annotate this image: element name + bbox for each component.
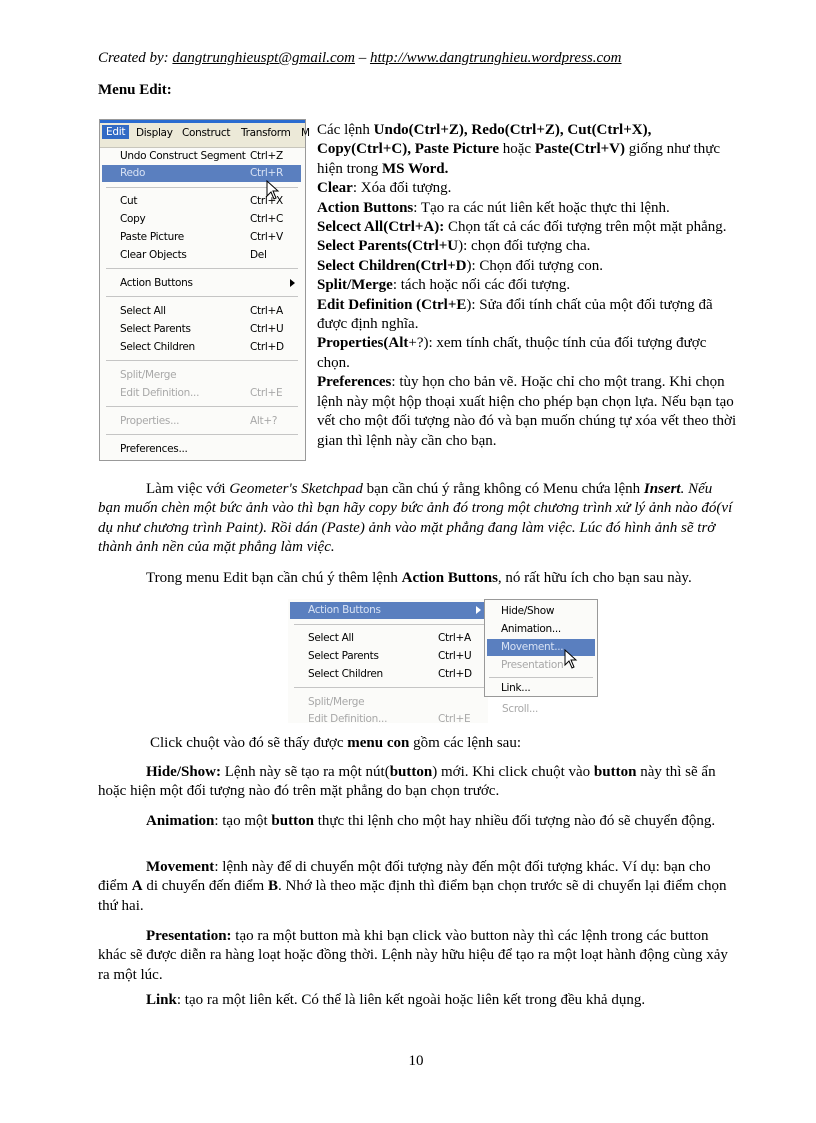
submenu-arrow-icon xyxy=(476,606,481,614)
menu-item-shortcut: Ctrl+A xyxy=(250,305,283,317)
commands-intro: Các lệnh Undo(Ctrl+Z), Redo(Ctrl+Z), Cut(Ctrl+X), Copy(Ctrl+C), Paste Picture hoặc Paste(Ctrl+V) giống như thực hiện trong MS Word. xyxy=(317,122,721,177)
menu-item-split-merge xyxy=(290,694,486,711)
item-hide-show: Hide/Show: Lệnh này sẽ tạo ra một nút(button) mới. Khi click chuột vào button này thì sẽ ẩn hoặc hiện một đối tượng nào đó trên mặt phẳng do bạn chọn trước. xyxy=(98,764,716,800)
menu-item-shortcut: Ctrl+C xyxy=(250,213,284,225)
def-edit-definition: Edit Definition (Ctrl+E): Sửa đổi tính chất của một đối tượng đã được định nghĩa. xyxy=(317,296,713,333)
submenu-item-hide-show[interactable] xyxy=(487,603,595,620)
menubar-transform[interactable]: Transform xyxy=(241,127,291,139)
menu-item-label: Select All xyxy=(120,305,166,317)
menu-item-split-merge xyxy=(102,367,301,384)
submenu-item-movement[interactable] xyxy=(487,639,595,656)
menu-item-label: Paste Picture xyxy=(120,231,184,243)
menu-item-undo[interactable] xyxy=(102,148,301,165)
menu-item-label: Select Children xyxy=(308,668,383,680)
menu-item-edit-definition xyxy=(290,711,486,723)
menu-item-label: Movement... xyxy=(501,641,564,653)
menu-separator xyxy=(106,360,298,361)
menu-item-shortcut: Del xyxy=(250,249,267,261)
menu-item-select-all[interactable] xyxy=(102,303,301,320)
menu-item-label: Select Children xyxy=(120,341,195,353)
menu-item-shortcut: Ctrl+Z xyxy=(250,150,283,162)
menu-item-shortcut: Ctrl+D xyxy=(250,341,284,353)
header-prefix: Created by: xyxy=(98,50,173,66)
menu-item-paste-picture[interactable] xyxy=(102,229,301,246)
menu-item-select-parents[interactable] xyxy=(102,321,301,338)
header-email-link[interactable]: dangtrunghieuspt@gmail.com xyxy=(172,50,355,66)
submenu-intro: Click chuột vào đó sẽ thấy được menu con gồm các lệnh sau: xyxy=(150,735,522,751)
page-number: 10 xyxy=(408,1053,424,1069)
menu-item-label: Split/Merge xyxy=(308,696,365,708)
menu-item-shortcut: Ctrl+V xyxy=(250,231,283,243)
def-action-buttons: Action Buttons: Tạo ra các nút liên kết hoặc thực thi lệnh. xyxy=(317,199,670,216)
menu-item-label: Redo xyxy=(120,167,146,179)
menu-item-select-all[interactable] xyxy=(290,630,486,647)
menu-separator xyxy=(489,677,593,678)
menu-item-label: Edit Definition... xyxy=(120,387,200,399)
action-buttons-note: Trong menu Edit bạn cần chú ý thêm lệnh Action Buttons, nó rất hữu ích cho bạn sau này. xyxy=(146,570,692,586)
menu-item-select-children[interactable] xyxy=(102,339,301,356)
action-buttons-submenu xyxy=(484,599,598,697)
submenu-item-scroll: Scroll... xyxy=(502,703,539,715)
menu-item-label: Select Parents xyxy=(308,650,379,662)
menu-item-label: Action Buttons xyxy=(120,277,193,289)
menu-item-label: Hide/Show xyxy=(501,605,555,617)
menu-item-label: Properties... xyxy=(120,415,180,427)
action-buttons-submenu-screenshot xyxy=(288,599,598,723)
edit-menu-screenshot xyxy=(99,119,310,461)
item-presentation: Presentation: tạo ra một button mà khi bạn click vào button này thì các lệnh trong các button khác sẽ được diễn ra hàng loạt hoặc đồng thời. Lệnh này hữu hiệu để tạo ra một loạt hành động cùng xảy ra một lúc. xyxy=(98,928,728,983)
menu-item-action-buttons[interactable] xyxy=(290,602,486,619)
menu-separator xyxy=(106,406,298,407)
menu-item-label: Link... xyxy=(501,682,531,694)
menubar-display[interactable]: Display xyxy=(136,127,173,139)
menu-item-label: Select All xyxy=(308,632,354,644)
def-select-children: Select Children(Ctrl+D): Chọn đối tượng con. xyxy=(317,257,603,274)
def-split-merge: Split/Merge: tách hoặc nối các đối tượng. xyxy=(317,277,571,294)
menu-item-action-buttons[interactable] xyxy=(102,275,301,292)
menu-item-shortcut: Alt+? xyxy=(250,415,278,427)
submenu-item-presentation[interactable] xyxy=(487,657,595,674)
menu-separator xyxy=(106,296,298,297)
menu-bar xyxy=(100,120,310,148)
menu-item-label: Select Parents xyxy=(120,323,191,335)
header-separator: – xyxy=(354,50,370,66)
def-properties: Properties(Alt+?): xem tính chất, thuộc tính của đối tượng được chọn. xyxy=(317,335,707,371)
menubar-construct[interactable]: Construct xyxy=(182,127,231,139)
menu-item-shortcut: Ctrl+X xyxy=(250,195,283,207)
def-clear: Clear: Xóa đối tượng. xyxy=(317,180,452,197)
menu-item-select-parents[interactable] xyxy=(290,648,486,665)
menu-item-label: Edit Definition... xyxy=(308,713,388,723)
item-link: Link: tạo ra một liên kết. Có thể là liên kết ngoài hoặc liên kết trong đều khả dụng. xyxy=(146,992,646,1008)
menu-item-edit-definition xyxy=(102,385,301,402)
menubar-more[interactable]: M xyxy=(301,127,310,139)
menu-item-label: Presentation xyxy=(501,659,564,671)
menu-separator xyxy=(106,268,298,269)
menu-item-shortcut: Ctrl+A xyxy=(438,632,471,644)
edit-menu-description xyxy=(317,121,737,451)
menu-item-select-children[interactable] xyxy=(290,666,486,683)
menu-item-label: Action Buttons xyxy=(308,604,381,616)
def-select-parents: Select Parents(Ctrl+U): chọn đối tượng cha. xyxy=(317,238,591,255)
def-preferences: Preferences: tùy họn cho bản vẽ. Hoặc chỉ cho một trang. Khi chọn lệnh này một hộp thoại xuất hiện cho phép bạn chọn lựa. Nếu bạn tạo vết cho một đối tượng nào đó và bạn muốn chúng tự xóa vết theo thời gian thì lệnh này cần cho bạn. xyxy=(317,374,737,449)
mouse-cursor-icon xyxy=(266,180,280,200)
menu-item-label: Animation... xyxy=(501,623,561,635)
mouse-cursor-icon xyxy=(564,649,578,669)
menu-item-label: Clear Objects xyxy=(120,249,187,261)
menu-item-shortcut: Ctrl+R xyxy=(250,167,283,179)
page-header xyxy=(98,50,622,67)
menu-item-label: Split/Merge xyxy=(120,369,177,381)
menu-item-label: Cut xyxy=(120,195,138,207)
menu-item-label: Undo Construct Segment xyxy=(120,150,246,162)
menu-item-shortcut: Ctrl+U xyxy=(250,323,284,335)
item-animation: Animation: tạo một button thực thi lệnh cho một hay nhiều đối tượng nào đó sẽ chuyển động. xyxy=(146,813,716,829)
menu-item-label: Copy xyxy=(120,213,146,225)
submenu-arrow-icon xyxy=(290,279,295,287)
menu-item-clear-objects[interactable] xyxy=(102,247,301,264)
item-movement: Movement: lệnh này để di chuyển một đối tượng này đến một đối tượng khác. Ví dụ: bạn cho điểm A di chuyển đến điểm B. Nhớ là theo mặc định thì điểm bạn chọn trước sẽ di chuyển lại điểm chọn thứ hai. xyxy=(98,859,727,914)
submenu-item-link[interactable] xyxy=(487,680,595,695)
menu-separator xyxy=(294,624,486,625)
menu-item-label: Preferences... xyxy=(120,443,188,455)
submenu-item-animation[interactable] xyxy=(487,621,595,638)
menu-separator xyxy=(294,687,486,688)
menu-item-shortcut: Ctrl+D xyxy=(438,668,472,680)
insert-note-paragraph: Làm việc với Geometer's Sketchpad bạn cần chú ý rằng không có Menu chứa lệnh Insert. Nếu bạn muốn chèn một bức ảnh vào thì bạn hãy copy bức ảnh đó trong một chương trình xử lý ảnh nào đó(ví dụ như chương trình Paint). Rồi dán (Paste) ảnh vào mặt phẳng đang làm việc. Lúc đó hình ảnh sẽ trở thành ảnh nền của mặt phẳng làm việc. xyxy=(98,481,733,556)
menu-item-copy[interactable] xyxy=(102,211,301,228)
menu-item-shortcut: Ctrl+E xyxy=(250,387,283,399)
edit-menu-partial xyxy=(288,599,488,723)
menubar-edit[interactable]: Edit xyxy=(102,125,129,139)
section-title: Menu Edit: xyxy=(98,82,172,98)
menu-item-preferences[interactable] xyxy=(102,441,301,458)
menu-item-properties xyxy=(102,413,301,430)
menu-separator xyxy=(106,434,298,435)
def-select-all: Selcect All(Ctrl+A): Chọn tất cả các đối tượng trên một mặt phẳng. xyxy=(317,219,727,236)
header-url-link[interactable]: http://www.dangtrunghieu.wordpress.com xyxy=(369,50,622,66)
menu-item-shortcut: Ctrl+U xyxy=(438,650,472,662)
menu-item-shortcut: Ctrl+E xyxy=(438,713,471,723)
